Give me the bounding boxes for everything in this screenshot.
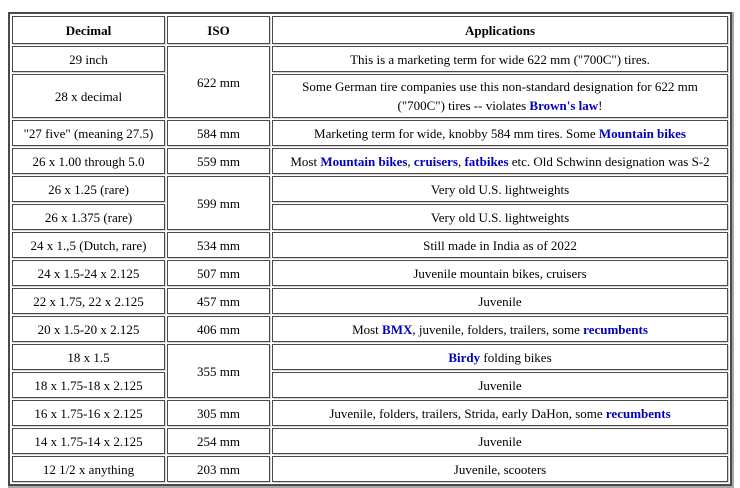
link-fatbikes[interactable]: fatbikes: [464, 153, 509, 169]
text-segment: Juvenile mountain bikes, cruisers: [413, 265, 587, 281]
decimal-cell: 12 1/2 x anything: [12, 456, 165, 482]
iso-cell: 355 mm: [167, 344, 270, 398]
iso-cell: 507 mm: [167, 260, 270, 286]
text-segment: Juvenile: [478, 293, 522, 309]
iso-cell: 305 mm: [167, 400, 270, 426]
decimal-cell: 18 x 1.75-18 x 2.125: [12, 372, 165, 398]
applications-cell: [272, 176, 728, 202]
iso-cell: 254 mm: [167, 428, 270, 454]
column-header-iso: ISO: [167, 16, 270, 44]
text-segment: Most: [352, 321, 383, 337]
applications-cell: [272, 288, 728, 314]
applications-cell: [272, 232, 728, 258]
link-mountain-bikes[interactable]: Mountain bikes: [598, 125, 686, 141]
applications-cell: [272, 344, 728, 370]
decimal-cell: 29 inch: [12, 46, 165, 72]
text-segment: This is a marketing term for wide 622 mm ("700C") tires.: [350, 51, 650, 67]
text-segment: Very old U.S. lightweights: [430, 181, 570, 197]
applications-cell: [272, 456, 728, 482]
table-row: [12, 232, 728, 258]
text-segment: ,: [457, 153, 465, 169]
table-row: [12, 176, 728, 202]
table-row: [12, 372, 728, 398]
iso-cell: 584 mm: [167, 120, 270, 146]
decimal-cell: 26 x 1.375 (rare): [12, 204, 165, 230]
text-segment: Still made in India as of 2022: [423, 237, 577, 253]
text-segment: Juvenile, scooters: [453, 461, 547, 477]
iso-cell: 457 mm: [167, 288, 270, 314]
applications-cell: [272, 148, 728, 174]
decimal-cell: 18 x 1.5: [12, 344, 165, 370]
header-row: [12, 16, 728, 44]
link-brown-s-law[interactable]: Brown's law: [529, 98, 599, 113]
text-segment: Juvenile, folders, trailers, Strida, early DaHon, some: [329, 405, 606, 421]
text-segment: , juvenile, folders, trailers, some: [412, 321, 584, 337]
applications-cell: [272, 74, 728, 118]
applications-cell: [272, 204, 728, 230]
link-cruisers[interactable]: cruisers: [413, 153, 458, 169]
table-row: [12, 316, 728, 342]
iso-cell: 203 mm: [167, 456, 270, 482]
text-segment: Very old U.S. lightweights: [430, 209, 570, 225]
iso-cell: 534 mm: [167, 232, 270, 258]
table-row: [12, 74, 728, 118]
text-segment: etc. Old Schwinn designation was S-2: [508, 153, 710, 169]
applications-cell: [272, 400, 728, 426]
table-body: [12, 46, 728, 482]
link-bmx[interactable]: BMX: [382, 321, 413, 337]
column-header-decimal: Decimal: [12, 16, 165, 44]
text-segment: Juvenile: [478, 377, 522, 393]
decimal-cell: "27 five" (meaning 27.5): [12, 120, 165, 146]
table-row: [12, 456, 728, 482]
applications-cell: [272, 120, 728, 146]
applications-cell: [272, 46, 728, 72]
iso-cell: 406 mm: [167, 316, 270, 342]
table-row: [12, 46, 728, 72]
iso-cell: 599 mm: [167, 176, 270, 230]
table-row: [12, 288, 728, 314]
link-mountain-bikes[interactable]: Mountain bikes: [320, 153, 408, 169]
link-birdy[interactable]: Birdy: [448, 349, 481, 365]
text-segment: Juvenile: [478, 433, 522, 449]
decimal-cell: 22 x 1.75, 22 x 2.125: [12, 288, 165, 314]
decimal-cell: 28 x decimal: [12, 74, 165, 118]
table-row: [12, 120, 728, 146]
tire-sizes-table: [8, 12, 732, 486]
text-segment: folding bikes: [480, 349, 552, 365]
decimal-cell: 24 x 1.5-24 x 2.125: [12, 260, 165, 286]
text-segment: Marketing term for wide, knobby 584 mm tires. Some: [314, 125, 599, 141]
text-segment: ,: [407, 153, 414, 169]
table-row: [12, 148, 728, 174]
text-segment: Some German tire companies use this non-standard designation for 622 mm ("700C") tires -- violates: [302, 79, 698, 113]
decimal-cell: 20 x 1.5-20 x 2.125: [12, 316, 165, 342]
column-header-applications: Applications: [272, 16, 728, 44]
applications-cell: [272, 428, 728, 454]
decimal-cell: 24 x 1.,5 (Dutch, rare): [12, 232, 165, 258]
decimal-cell: 16 x 1.75-16 x 2.125: [12, 400, 165, 426]
iso-cell: 622 mm: [167, 46, 270, 118]
decimal-cell: 26 x 1.00 through 5.0: [12, 148, 165, 174]
link-recumbents[interactable]: recumbents: [605, 405, 671, 421]
decimal-cell: 14 x 1.75-14 x 2.125: [12, 428, 165, 454]
iso-cell: 559 mm: [167, 148, 270, 174]
decimal-cell: 26 x 1.25 (rare): [12, 176, 165, 202]
text-segment: Most: [290, 153, 321, 169]
table-row: [12, 344, 728, 370]
table-row: [12, 400, 728, 426]
applications-cell: [272, 260, 728, 286]
applications-cell: [272, 316, 728, 342]
table-row: [12, 260, 728, 286]
table-row: [12, 204, 728, 230]
table-row: [12, 428, 728, 454]
text-segment: !: [598, 98, 603, 113]
link-recumbents[interactable]: recumbents: [583, 321, 648, 337]
applications-cell: [272, 372, 728, 398]
